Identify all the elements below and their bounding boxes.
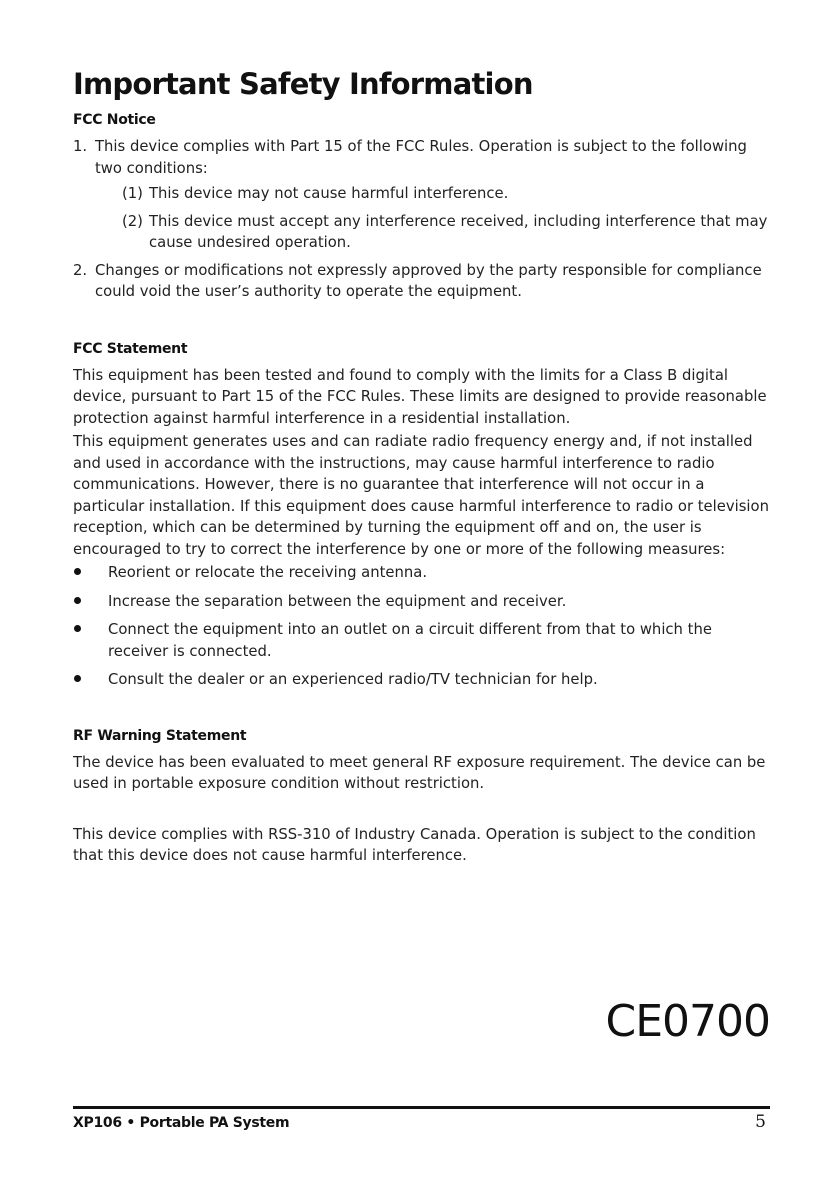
bullet-item: [73, 619, 770, 662]
footer-page-number: 5: [755, 1112, 766, 1132]
industry-canada-paragraph: This device complies with RSS-310 of Industry Canada. Operation is subject to the condition that this device does not cause harmful interference.: [73, 825, 756, 864]
ce-mark: [605, 997, 770, 1047]
sub-list-item-text: This device must accept any interference received, including interference that may cause undesired operation.: [149, 212, 768, 251]
fcc-notice-item: [73, 136, 770, 254]
fcc-notice-item: [73, 260, 770, 303]
fcc-statement-heading: FCC Statement: [73, 340, 188, 357]
list-marker: 1.: [73, 138, 88, 155]
footer-product-name: XP106 • Portable PA System: [73, 1115, 290, 1131]
bullet-icon: [74, 568, 81, 575]
bullet-icon: [74, 597, 81, 604]
rf-warning-paragraph: The device has been evaluated to meet general RF exposure requirement. The device can be used in portable exposure condition without restriction.: [73, 753, 766, 792]
fcc-conditions-list: [95, 183, 770, 254]
industry-canada-section: [73, 824, 770, 867]
footer-divider: [73, 1106, 770, 1109]
spacer: [73, 307, 770, 339]
bullet-icon: [74, 625, 81, 632]
bullet-item-text: Increase the separation between the equipment and receiver.: [108, 592, 567, 610]
sub-list-marker: (1): [122, 185, 143, 202]
rf-warning-section: [73, 726, 770, 795]
bullet-item-text: Consult the dealer or an experienced radio/TV technician for help.: [108, 671, 598, 688]
rf-warning-heading: RF Warning Statement: [73, 727, 247, 744]
fcc-notice-section: [73, 110, 770, 303]
notified-body-number: 0700: [662, 996, 770, 1047]
ce-logo-icon: CE: [605, 996, 663, 1047]
bullet-item: [73, 562, 770, 584]
spacer: [73, 698, 770, 726]
bullet-icon: [74, 675, 81, 682]
bullet-item: [73, 591, 770, 613]
fcc-condition-item: [95, 183, 770, 205]
list-item-text: This device complies with Part 15 of the FCC Rules. Operation is subject to the following two conditions:: [95, 138, 747, 177]
bullet-item-text: Connect the equipment into an outlet on a circuit different from that to which the receiver is connected.: [108, 621, 712, 660]
fcc-condition-item: [95, 211, 770, 254]
list-marker: 2.: [73, 261, 88, 279]
list-item-text: Changes or modifications not expressly approved by the party responsible for compliance could void the user’s authority to operate the equipment.: [95, 261, 762, 300]
bullet-item-text: Reorient or relocate the receiving antenna.: [108, 564, 428, 581]
fcc-notice-heading: FCC Notice: [73, 112, 156, 128]
fcc-statement-section: [73, 339, 770, 691]
fcc-statement-paragraph: This equipment has been tested and found to comply with the limits for a Class B digital device, pursuant to Part 15 of the FCC Rules. These limits are designed to provide reasonable protection against harmful interference in a residential installation.: [73, 366, 767, 427]
interference-measures-list: [73, 562, 770, 691]
sub-list-item-text: This device may not cause harmful interference.: [149, 185, 509, 202]
fcc-notice-list: [73, 136, 770, 303]
sub-list-marker: (2): [122, 212, 143, 230]
fcc-statement-paragraph: This equipment generates uses and can radiate radio frequency energy and, if not installed and used in accordance with the instructions, may cause harmful interference to radio communications. However, there is no guarantee that interference will not occur in a particular installation. If this equipment does cause harmful interference to radio or television reception, which can be determined by turning the equipment off and on, the user is encouraged to try to correct the interference by one or more of the following measures:: [73, 433, 769, 558]
bullet-item: [73, 669, 770, 691]
page-title: Important Safety Information: [73, 67, 533, 101]
page-content: [73, 64, 770, 869]
spacer: [73, 797, 770, 824]
